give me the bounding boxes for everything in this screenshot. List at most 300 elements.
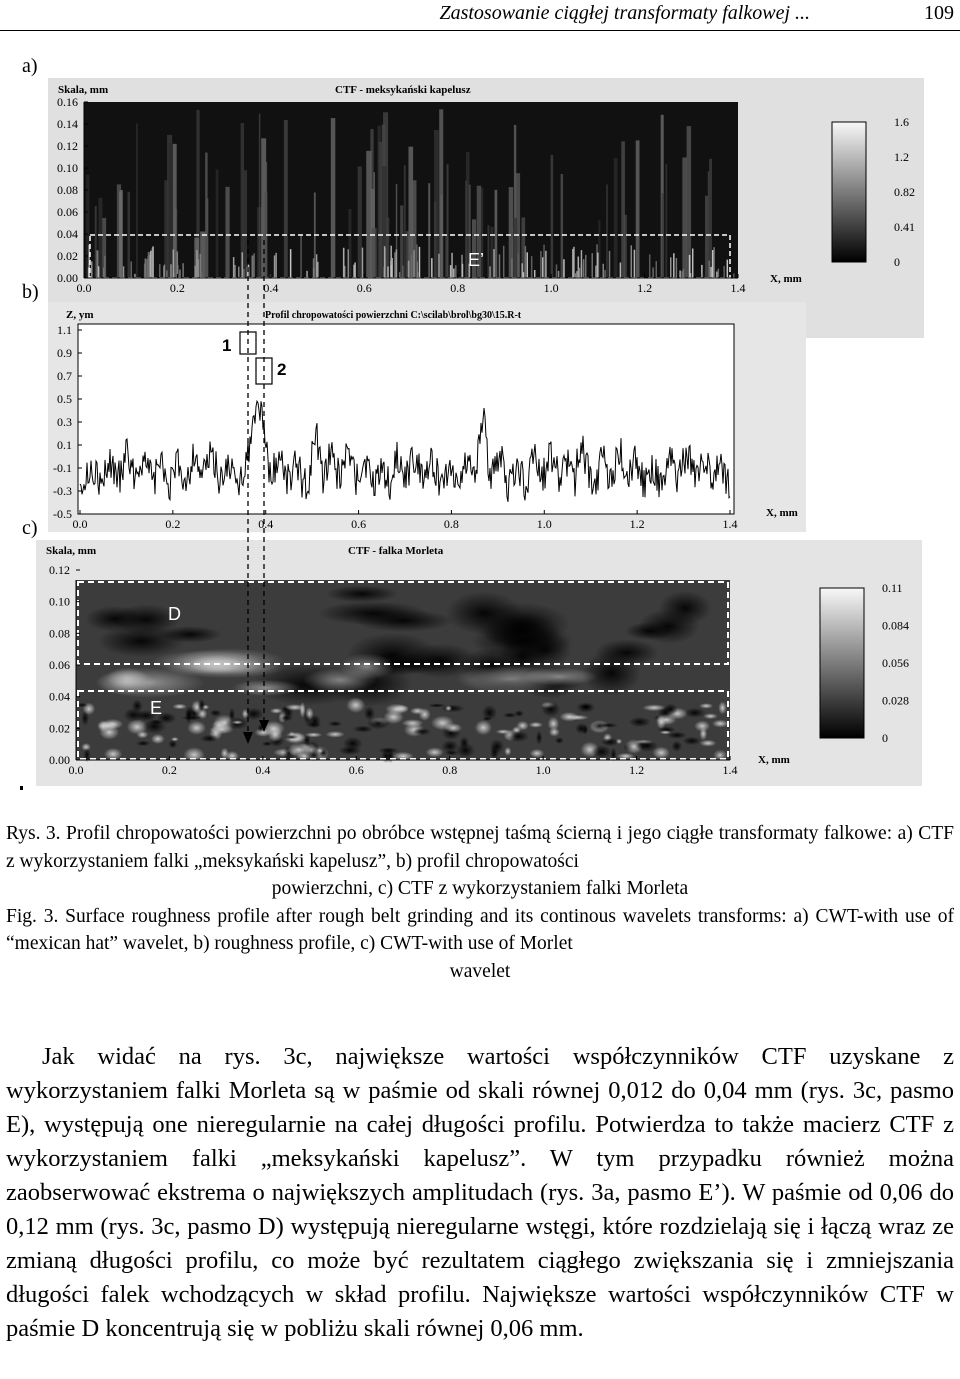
panel-b-y-tick: 0.9 bbox=[57, 346, 72, 360]
panel-a-texture-spike bbox=[462, 264, 464, 278]
panel-c-speck bbox=[699, 727, 707, 740]
panel-a-y-tick: 0.14 bbox=[57, 117, 78, 131]
panel-a-texture-spike bbox=[134, 274, 136, 278]
panel-b-y-label: Z, ym bbox=[66, 309, 94, 321]
panel-a-texture-stripe bbox=[331, 118, 336, 278]
panel-b-x-tick: 1.2 bbox=[629, 517, 645, 531]
panel-a-texture-spike bbox=[489, 266, 491, 278]
panel-a-texture-spike bbox=[579, 268, 581, 278]
panel-c-speck bbox=[559, 712, 578, 722]
panel-a-texture-stripe bbox=[439, 109, 443, 278]
panel-c-speck bbox=[629, 717, 651, 727]
panel-a-texture-spike bbox=[170, 264, 172, 278]
panel-c-speck bbox=[136, 740, 151, 746]
panel-a-texture-spike bbox=[408, 261, 410, 278]
panel-c-speck bbox=[490, 745, 499, 760]
panel-a-texture-spike bbox=[387, 266, 389, 278]
panel-c-speck bbox=[496, 729, 511, 734]
panel-a-texture-stripe bbox=[404, 165, 406, 278]
panel-a-texture-spike bbox=[394, 252, 396, 278]
panel-a-texture-spike bbox=[591, 253, 593, 278]
panel-a-texture-spike bbox=[98, 266, 100, 278]
panel-c-y-tick: 0.06 bbox=[49, 658, 70, 672]
panel-a-y-tick: 0.08 bbox=[57, 183, 78, 197]
panel-a-texture-spike bbox=[534, 270, 536, 278]
panel-b-y-tick: 0.7 bbox=[57, 369, 72, 383]
caption-polish bbox=[6, 820, 954, 903]
panel-a-colorbar-tick: 0 bbox=[894, 255, 900, 269]
panel-a-texture-spike bbox=[713, 247, 715, 278]
panel-b-y-tick: -0.1 bbox=[53, 461, 72, 475]
panel-a-texture-stripe bbox=[513, 218, 517, 278]
panel-a-texture-stripe bbox=[551, 155, 554, 278]
panel-a-texture-spike bbox=[652, 267, 654, 278]
panel-a-texture-spike bbox=[451, 253, 453, 278]
panel-c-colorbar-tick: 0.084 bbox=[882, 618, 909, 633]
panel-a-x-tick: 0.8 bbox=[450, 281, 466, 295]
panel-c-speck bbox=[328, 721, 342, 727]
panel-c-speck bbox=[549, 727, 560, 736]
stray-mark bbox=[20, 786, 23, 790]
panel-c-speck bbox=[232, 720, 243, 724]
panel-c-speck bbox=[198, 699, 205, 711]
panel-c-colorbar-tick: 0.028 bbox=[882, 693, 909, 708]
panel-c-speck bbox=[425, 747, 443, 757]
panel-c-speck bbox=[181, 716, 203, 720]
panel-b-x-tick: 0.0 bbox=[72, 517, 88, 531]
panel-a-texture-spike bbox=[173, 250, 175, 278]
panel-a-texture-spike bbox=[275, 253, 277, 278]
panel-c-speck bbox=[504, 747, 511, 756]
panel-a-x-tick: 0.4 bbox=[263, 281, 279, 295]
panel-a-texture-spike bbox=[604, 270, 606, 278]
panel-c-speck bbox=[712, 720, 729, 728]
panel-a-texture-spike bbox=[354, 262, 356, 278]
panel-c-speck bbox=[636, 740, 658, 752]
panel-a-colorbar-tick: 1.2 bbox=[894, 150, 909, 164]
panel-a-texture-spike bbox=[411, 255, 413, 278]
panel-a-texture-spike bbox=[145, 258, 147, 278]
panel-c-speck bbox=[699, 703, 713, 709]
panel-c-colorbar-tick: 0 bbox=[882, 731, 888, 745]
panel-c-x-tick: 0.0 bbox=[68, 763, 84, 777]
body-paragraph: Jak widać na rys. 3c, największe wartości współczynników CTF uzyskane z wykorzystaniem falki Morleta są w paśmie od skali równej 0,012 do 0,04 mm (rys. 3c, pasmo E), występują one nieregularnie na całej długości profilu. Potwierdza to także macierz CTF z wykorzystaniem falki „meksykański kapelusz”. W tym przypadku również można zaobserwować ekstrema o największych amplitudach (rys. 3a, pasmo E’). W paśmie od 0,06 do 0,12 mm (rys. 3c, pasmo D) występują nieregularne wstęgi, które rozdzielają się i łączą wraz ze zmianą długości profilu, co może być rezultatem ciągłego zwiększania się i zmniejszania długości falek wchodzących w skład profilu. Największe wartości współczynników CTF w paśmie D koncentrują się w pobliżu skali równej 0,06 mm. bbox=[6, 1043, 954, 1342]
panel-a-texture-spike bbox=[182, 263, 184, 278]
panel-c-speck bbox=[364, 706, 375, 720]
panel-a-colorbar-tick: 0.82 bbox=[894, 185, 915, 199]
panel-a-y-tick: 0.02 bbox=[57, 249, 78, 263]
panel-b-x-tick: 1.0 bbox=[536, 517, 552, 531]
panel-a-texture-stripe bbox=[216, 169, 219, 278]
panel-a-texture-spike bbox=[526, 252, 528, 278]
panel-a-texture-spike bbox=[655, 261, 657, 278]
panel-a-y-tick: 0.16 bbox=[57, 95, 78, 109]
panel-c-title: CTF - falka Morleta bbox=[348, 545, 444, 557]
panel-a-colorbar bbox=[832, 122, 866, 262]
panel-a-texture-spike bbox=[233, 257, 235, 278]
panel-c-speck bbox=[482, 717, 492, 721]
panel-a-texture-spike bbox=[453, 269, 455, 278]
panel-a-texture-spike bbox=[708, 261, 710, 278]
panel-a-texture-stripe bbox=[561, 174, 563, 278]
panel-a-texture-spike bbox=[416, 244, 418, 278]
panel-a-texture-spike bbox=[727, 260, 729, 278]
panel-a-texture-stripe bbox=[284, 120, 288, 278]
panel-c-speck bbox=[671, 741, 682, 752]
panel-c-dark-blob bbox=[625, 622, 675, 640]
panel-c-speck bbox=[305, 707, 313, 720]
panel-a-texture-spike bbox=[631, 245, 633, 278]
panel-a-texture-spike bbox=[150, 251, 152, 278]
panel-b-x-tick: 0.4 bbox=[258, 517, 274, 531]
panel-a-colorbar-tick: 0.41 bbox=[894, 220, 915, 234]
panel-a-texture-stripe bbox=[265, 162, 267, 278]
panel-c-speck bbox=[353, 725, 374, 732]
running-title: Zastosowanie ciągłej transformaty falkowej ... bbox=[439, 2, 810, 24]
panel-a-x-tick: 1.4 bbox=[730, 281, 746, 295]
panel-c-speck bbox=[516, 721, 528, 731]
panel-a-texture-spike bbox=[543, 245, 545, 278]
panel-c-x-tick: 0.4 bbox=[255, 763, 271, 777]
panel-a-texture-stripe bbox=[606, 184, 608, 278]
panel-a-texture-stripe bbox=[428, 183, 430, 278]
panel-c-speck bbox=[343, 737, 363, 751]
panel-c-speck bbox=[285, 704, 305, 711]
panel-a-texture-spike bbox=[581, 250, 583, 278]
panel-b-y-tick: 0.3 bbox=[57, 415, 72, 429]
panel-a-texture-spike bbox=[438, 254, 440, 278]
panel-a-colorbar-tick: 1.6 bbox=[894, 115, 909, 129]
panel-c-x-tick: 1.4 bbox=[722, 763, 738, 777]
panel-c-speck bbox=[444, 723, 462, 733]
panel-a-x-tick: 1.2 bbox=[637, 281, 653, 295]
panel-c-y-tick: 0.12 bbox=[49, 563, 70, 577]
panel-c-light-blob bbox=[521, 668, 598, 686]
panel-c-speck bbox=[402, 719, 424, 727]
page-header bbox=[0, 0, 960, 31]
panel-a-texture-spike bbox=[104, 256, 106, 278]
panel-a-texture-spike bbox=[609, 251, 611, 278]
caption-polish-line1: Rys. 3. Profil chropowatości powierzchni po obróbce wstępnej taśmą ścierną i jego ciągłe transformaty falkowe: a) CTF z wykorzystaniem falki „meksykański kapelusz”, b) profil chropowatości bbox=[6, 823, 954, 872]
page-number: 109 bbox=[924, 2, 954, 24]
panel-a-texture-spike bbox=[396, 249, 398, 278]
caption-english bbox=[6, 903, 954, 986]
panel-c-band-d-label: D bbox=[168, 604, 181, 624]
panel-b-letter: b) bbox=[22, 281, 39, 303]
panel-b-marker-1-label: 1 bbox=[222, 336, 232, 355]
panel-c-speck bbox=[475, 720, 492, 735]
panel-c-speck bbox=[97, 720, 108, 732]
panel-c-speck bbox=[441, 705, 465, 713]
panel-a-scale-label: Skala, mm bbox=[58, 84, 109, 96]
panel-c-dark-blob bbox=[326, 585, 398, 602]
panel-a-texture-spike bbox=[542, 257, 544, 278]
panel-c-speck bbox=[419, 708, 431, 721]
panel-a-texture-spike bbox=[166, 270, 168, 278]
panel-b bbox=[22, 281, 806, 532]
panel-c-speck bbox=[385, 704, 409, 715]
panel-b-y-tick: 0.5 bbox=[57, 392, 72, 406]
panel-a-texture-stripe bbox=[136, 123, 138, 278]
panel-a-texture-stripe bbox=[225, 187, 229, 278]
panel-a-texture-spike bbox=[723, 266, 725, 278]
panel-a-texture-spike bbox=[583, 259, 585, 278]
panel-c-speck bbox=[326, 731, 345, 738]
panel-a-y-tick: 0.10 bbox=[57, 161, 78, 175]
panel-c-x-tick: 1.2 bbox=[629, 763, 645, 777]
panel-a-texture-spike bbox=[692, 248, 694, 278]
panel-c-colorbar-tick: 0.056 bbox=[882, 656, 909, 670]
panel-c-speck bbox=[699, 740, 716, 747]
panel-c-speck bbox=[592, 745, 612, 759]
body-text bbox=[6, 1040, 954, 1346]
panel-a-texture-stripe bbox=[358, 166, 362, 278]
panel-c-speck bbox=[305, 721, 321, 728]
panel-a-texture-spike bbox=[523, 272, 525, 278]
panel-c-colorbar-tick: 0.11 bbox=[882, 581, 903, 595]
panel-c-x-tick: 1.0 bbox=[535, 763, 551, 777]
panel-a-texture-spike bbox=[511, 258, 513, 278]
panel-a-texture-spike bbox=[540, 251, 542, 278]
panel-b-x-label: X, mm bbox=[766, 507, 798, 519]
panel-c-y-tick: 0.10 bbox=[49, 594, 70, 609]
panel-a-texture-spike bbox=[620, 263, 622, 278]
panel-a-texture-stripe bbox=[488, 225, 490, 278]
panel-a-texture-spike bbox=[243, 269, 245, 278]
panel-c-x-tick: 0.6 bbox=[348, 763, 364, 777]
panel-a-texture-spike bbox=[238, 267, 240, 278]
panel-c-light-blob bbox=[232, 680, 301, 696]
panel-a-texture-spike bbox=[716, 272, 718, 278]
panel-a-texture-spike bbox=[683, 269, 685, 278]
panel-b-y-tick: 0.1 bbox=[57, 438, 72, 452]
panel-a-title: CTF - meksykański kapelusz bbox=[335, 84, 471, 96]
panel-c-letter: c) bbox=[22, 517, 38, 539]
panel-a-texture-spike bbox=[556, 264, 558, 278]
panel-b-x-tick: 0.6 bbox=[351, 517, 367, 531]
panel-c-x-label: X, mm bbox=[758, 754, 790, 766]
panel-a-texture-stripe bbox=[447, 164, 449, 278]
panel-a-texture-spike bbox=[493, 249, 495, 278]
panel-a-texture-stripe bbox=[205, 153, 207, 278]
panel-a-texture-spike bbox=[576, 271, 578, 278]
panel-a-texture-spike bbox=[718, 269, 720, 278]
panel-a-texture-spike bbox=[690, 273, 692, 278]
panel-a-texture-spike bbox=[159, 264, 161, 278]
panel-a-letter: a) bbox=[22, 55, 38, 77]
panel-a-texture-spike bbox=[348, 249, 350, 278]
panel-a-texture-stripe bbox=[259, 114, 261, 278]
panel-c-speck bbox=[576, 702, 595, 713]
panel-a-texture-spike bbox=[558, 271, 560, 278]
panel-a-y-tick: 0.04 bbox=[57, 227, 78, 241]
panel-a-texture-stripe bbox=[434, 202, 437, 278]
panel-a-texture-spike bbox=[164, 265, 166, 278]
caption-english-line2: wavelet bbox=[449, 960, 511, 982]
panel-c bbox=[22, 517, 922, 786]
panel-a-texture-spike bbox=[450, 265, 452, 278]
panel-a-band-label: E’ bbox=[468, 250, 485, 270]
panel-a-texture-spike bbox=[313, 268, 315, 278]
panel-a-texture-spike bbox=[585, 255, 587, 278]
panel-c-speck bbox=[592, 721, 607, 730]
panel-a bbox=[22, 55, 924, 338]
panel-c-speck bbox=[280, 715, 293, 721]
panel-a-texture-stripe bbox=[243, 170, 247, 278]
caption-english-line1: Fig. 3. Surface roughness profile after rough belt grinding and its continous wavelets transforms: a) CWT-with use of “mexican hat” wavelet, b) roughness profile, c) CWT-with use of Morlet bbox=[6, 905, 954, 954]
panel-a-texture-spike bbox=[96, 250, 98, 278]
panel-a-texture-spike bbox=[710, 267, 712, 278]
panel-c-dark-blob bbox=[471, 623, 573, 660]
panel-c-colorbar bbox=[820, 588, 864, 738]
panel-a-texture-spike bbox=[413, 250, 415, 278]
panel-a-texture-stripe bbox=[621, 141, 625, 278]
caption-polish-line2: powierzchni, c) CTF z wykorzystaniem falki Morleta bbox=[271, 878, 689, 899]
panel-c-speck bbox=[703, 713, 717, 719]
panel-c-speck bbox=[601, 738, 619, 746]
panel-c-scale-label: Skala, mm bbox=[46, 545, 97, 557]
panel-c-light-blob bbox=[97, 670, 156, 695]
panel-a-texture-spike bbox=[317, 262, 319, 278]
panel-c-speck bbox=[555, 737, 564, 744]
panel-c-speck bbox=[642, 704, 666, 711]
panel-a-texture-spike bbox=[597, 253, 599, 278]
panel-c-speck bbox=[663, 703, 677, 715]
panel-c-speck bbox=[381, 749, 390, 763]
panel-c-speck bbox=[221, 748, 229, 759]
panel-a-texture-spike bbox=[702, 274, 704, 278]
panel-a-texture-spike bbox=[91, 261, 93, 278]
panel-a-texture-spike bbox=[201, 272, 203, 278]
panel-a-texture-spike bbox=[152, 246, 154, 278]
panel-a-texture-spike bbox=[679, 270, 681, 278]
panel-a-texture-spike bbox=[196, 250, 198, 278]
panel-a-texture-stripe bbox=[378, 126, 381, 278]
panel-c-y-tick: 0.08 bbox=[49, 626, 70, 641]
panel-a-texture-spike bbox=[531, 256, 533, 278]
panel-a-texture-spike bbox=[503, 246, 505, 278]
panel-a-texture-spike bbox=[634, 250, 636, 278]
panel-a-texture-spike bbox=[198, 259, 200, 278]
panel-c-speck bbox=[507, 731, 529, 742]
panel-c-x-tick: 0.8 bbox=[442, 763, 458, 777]
panel-c-y-tick: 0.04 bbox=[49, 689, 70, 704]
panel-c-band-e-label: E bbox=[150, 698, 163, 718]
panel-c-speck bbox=[667, 732, 687, 739]
panel-a-texture-spike bbox=[344, 266, 346, 278]
panel-c-light-blob bbox=[302, 668, 377, 692]
panel-a-x-label: X, mm bbox=[770, 273, 802, 285]
panel-a-texture-spike bbox=[670, 257, 672, 278]
panel-c-speck bbox=[541, 701, 560, 717]
panel-a-texture-spike bbox=[148, 252, 150, 278]
panel-a-texture-stripe bbox=[636, 140, 640, 278]
panel-a-texture-spike bbox=[194, 266, 196, 278]
panel-a-texture-spike bbox=[733, 274, 735, 278]
panel-c-speck bbox=[514, 710, 524, 717]
panel-c-speck bbox=[682, 737, 701, 746]
figure-3 bbox=[0, 40, 960, 815]
panel-a-texture-spike bbox=[402, 266, 404, 278]
panel-a-texture-stripe bbox=[300, 234, 302, 278]
panel-a-texture-spike bbox=[573, 247, 575, 278]
panel-b-y-tick: -0.5 bbox=[53, 507, 72, 521]
panel-c-speck bbox=[445, 705, 452, 711]
panel-a-texture-stripe bbox=[598, 220, 600, 278]
panel-c-speck bbox=[536, 730, 542, 744]
panel-a-texture-spike bbox=[146, 259, 148, 278]
panel-a-texture-spike bbox=[602, 264, 604, 278]
panel-a-texture-spike bbox=[649, 254, 651, 278]
panel-c-speck bbox=[268, 726, 282, 742]
panel-a-texture-spike bbox=[712, 250, 714, 278]
panel-c-speck bbox=[168, 740, 177, 749]
panel-c-speck bbox=[287, 743, 310, 757]
panel-a-texture-stripe bbox=[709, 159, 712, 278]
panel-a-texture-spike bbox=[455, 265, 457, 278]
panel-a-texture-spike bbox=[384, 246, 386, 278]
panel-a-texture-stripe bbox=[614, 158, 618, 278]
panel-a-x-tick: 0.6 bbox=[356, 281, 372, 295]
panel-c-speck bbox=[187, 721, 206, 735]
panel-b-x-tick: 0.8 bbox=[443, 517, 459, 531]
panel-a-texture-spike bbox=[242, 252, 244, 278]
panel-c-speck bbox=[283, 735, 299, 740]
panel-c-speck bbox=[412, 728, 431, 735]
panel-b-y-tick: 1.1 bbox=[57, 323, 72, 337]
panel-c-speck bbox=[456, 743, 475, 758]
panel-a-texture-spike bbox=[253, 253, 255, 278]
panel-a-texture-spike bbox=[290, 249, 292, 278]
panel-a-texture-spike bbox=[673, 253, 675, 278]
panel-a-texture-stripe bbox=[128, 192, 130, 278]
panel-a-texture-stripe bbox=[366, 151, 371, 278]
panel-c-speck bbox=[137, 731, 149, 739]
panel-a-y-tick: 0.06 bbox=[57, 205, 78, 219]
panel-b-marker-2-label: 2 bbox=[277, 360, 287, 379]
panel-a-texture-stripe bbox=[665, 164, 667, 278]
panel-a-texture-spike bbox=[399, 272, 401, 278]
panel-a-texture-stripe bbox=[119, 192, 122, 278]
panel-b-y-tick: -0.3 bbox=[53, 484, 72, 498]
panel-c-speck bbox=[529, 722, 543, 728]
panel-c-dark-blob bbox=[317, 601, 428, 625]
panel-a-texture-spike bbox=[431, 258, 433, 278]
panel-c-speck bbox=[210, 709, 222, 716]
panel-a-texture-spike bbox=[595, 266, 597, 278]
panel-a-texture-spike bbox=[545, 251, 547, 278]
panel-a-texture-spike bbox=[274, 255, 276, 278]
panel-c-speck bbox=[200, 735, 219, 743]
panel-a-texture-stripe bbox=[682, 157, 687, 278]
panel-c-speck bbox=[718, 701, 726, 714]
panel-a-texture-spike bbox=[525, 246, 527, 278]
panel-a-texture-stripe bbox=[98, 198, 102, 278]
panel-a-texture-spike bbox=[391, 265, 393, 278]
panel-c-dark-blob bbox=[659, 591, 712, 626]
panel-a-x-tick: 0.0 bbox=[76, 281, 92, 295]
panel-a-x-tick: 1.0 bbox=[543, 281, 559, 295]
panel-c-speck bbox=[530, 749, 544, 758]
panel-b-x-tick: 1.4 bbox=[722, 517, 738, 531]
panel-a-texture-stripe bbox=[705, 196, 708, 278]
panel-a-x-tick: 0.2 bbox=[169, 281, 185, 295]
panel-a-texture-spike bbox=[676, 258, 678, 278]
panel-c-speck bbox=[172, 704, 187, 710]
panel-a-texture-spike bbox=[499, 254, 501, 278]
panel-c-y-tick: 0.00 bbox=[49, 753, 70, 767]
panel-a-texture-spike bbox=[362, 248, 364, 278]
